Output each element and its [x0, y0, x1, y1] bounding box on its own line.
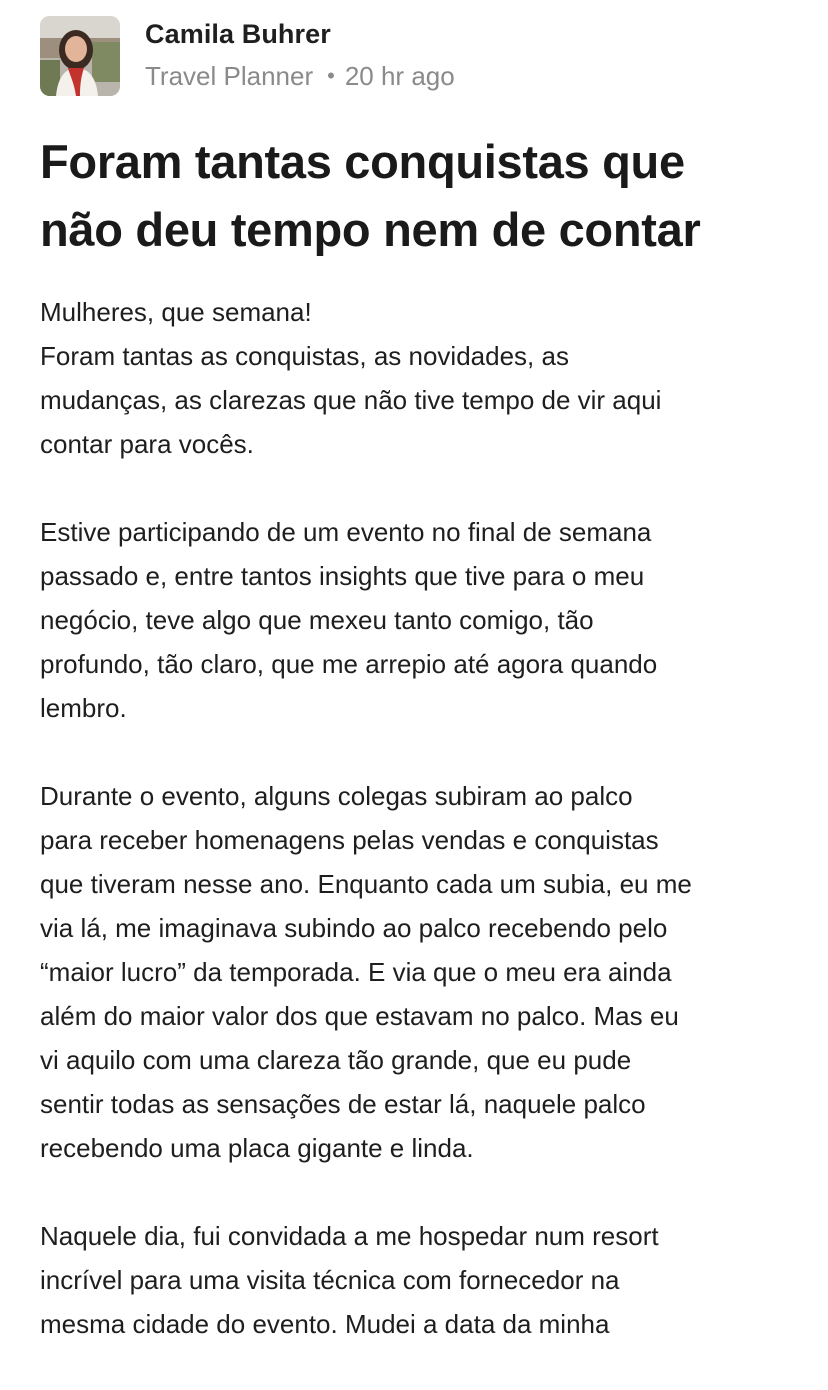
author-role: Travel Planner: [145, 61, 314, 91]
body-line: incrível para uma visita técnica com fornecedor na: [40, 1265, 620, 1295]
body-paragraph: [40, 1214, 800, 1346]
post-title-line: não deu tempo nem de contar: [40, 203, 701, 256]
body-line: contar para vocês.: [40, 429, 254, 459]
body-line: que tiveram nesse ano. Enquanto cada um subia, eu me: [40, 869, 692, 899]
body-paragraph: [40, 290, 800, 466]
body-line: Naquele dia, fui convidada a me hospedar num resort: [40, 1221, 659, 1251]
avatar[interactable]: [40, 16, 120, 96]
body-line: Mulheres, que semana!: [40, 297, 312, 327]
body-line: lembro.: [40, 693, 127, 723]
body-line: mudanças, as clarezas que não tive tempo de vir aqui: [40, 385, 662, 415]
post-title-line: Foram tantas conquistas que: [40, 135, 685, 188]
body-line: passado e, entre tantos insights que tive para o meu: [40, 561, 645, 591]
body-line: via lá, me imaginava subindo ao palco recebendo pelo: [40, 913, 668, 943]
body-line: sentir todas as sensações de estar lá, naquele palco: [40, 1089, 646, 1119]
body-line: Estive participando de um evento no final de semana: [40, 517, 652, 547]
body-line: profundo, tão claro, que me arrepio até agora quando: [40, 649, 658, 679]
body-line: negócio, teve algo que mexeu tanto comigo, tão: [40, 605, 594, 635]
body-paragraph: [40, 510, 800, 730]
author-meta: [145, 58, 455, 96]
author-header: [40, 0, 800, 110]
body-line: para receber homenagens pelas vendas e conquistas: [40, 825, 659, 855]
avatar-photo-icon: [40, 16, 120, 96]
body-line: Durante o evento, alguns colegas subiram ao palco: [40, 781, 633, 811]
meta-separator: •: [327, 63, 335, 88]
body-paragraph: [40, 774, 800, 1170]
post-timestamp: 20 hr ago: [344, 61, 455, 91]
body-line: mesma cidade do evento. Mudei a data da minha: [40, 1309, 610, 1339]
body-line: Foram tantas as conquistas, as novidades, as: [40, 341, 569, 371]
post-title: [40, 128, 810, 264]
body-line: recebendo uma placa gigante e linda.: [40, 1133, 474, 1163]
body-line: vi aquilo com uma clareza tão grande, que eu pude: [40, 1045, 632, 1075]
post-container: [40, 0, 800, 1339]
body-line: além do maior valor dos que estavam no palco. Mas eu: [40, 1001, 679, 1031]
post-body: [40, 290, 800, 1390]
body-line: “maior lucro” da temporada. E via que o meu era ainda: [40, 957, 672, 987]
author-name[interactable]: Camila Buhrer: [145, 19, 331, 49]
